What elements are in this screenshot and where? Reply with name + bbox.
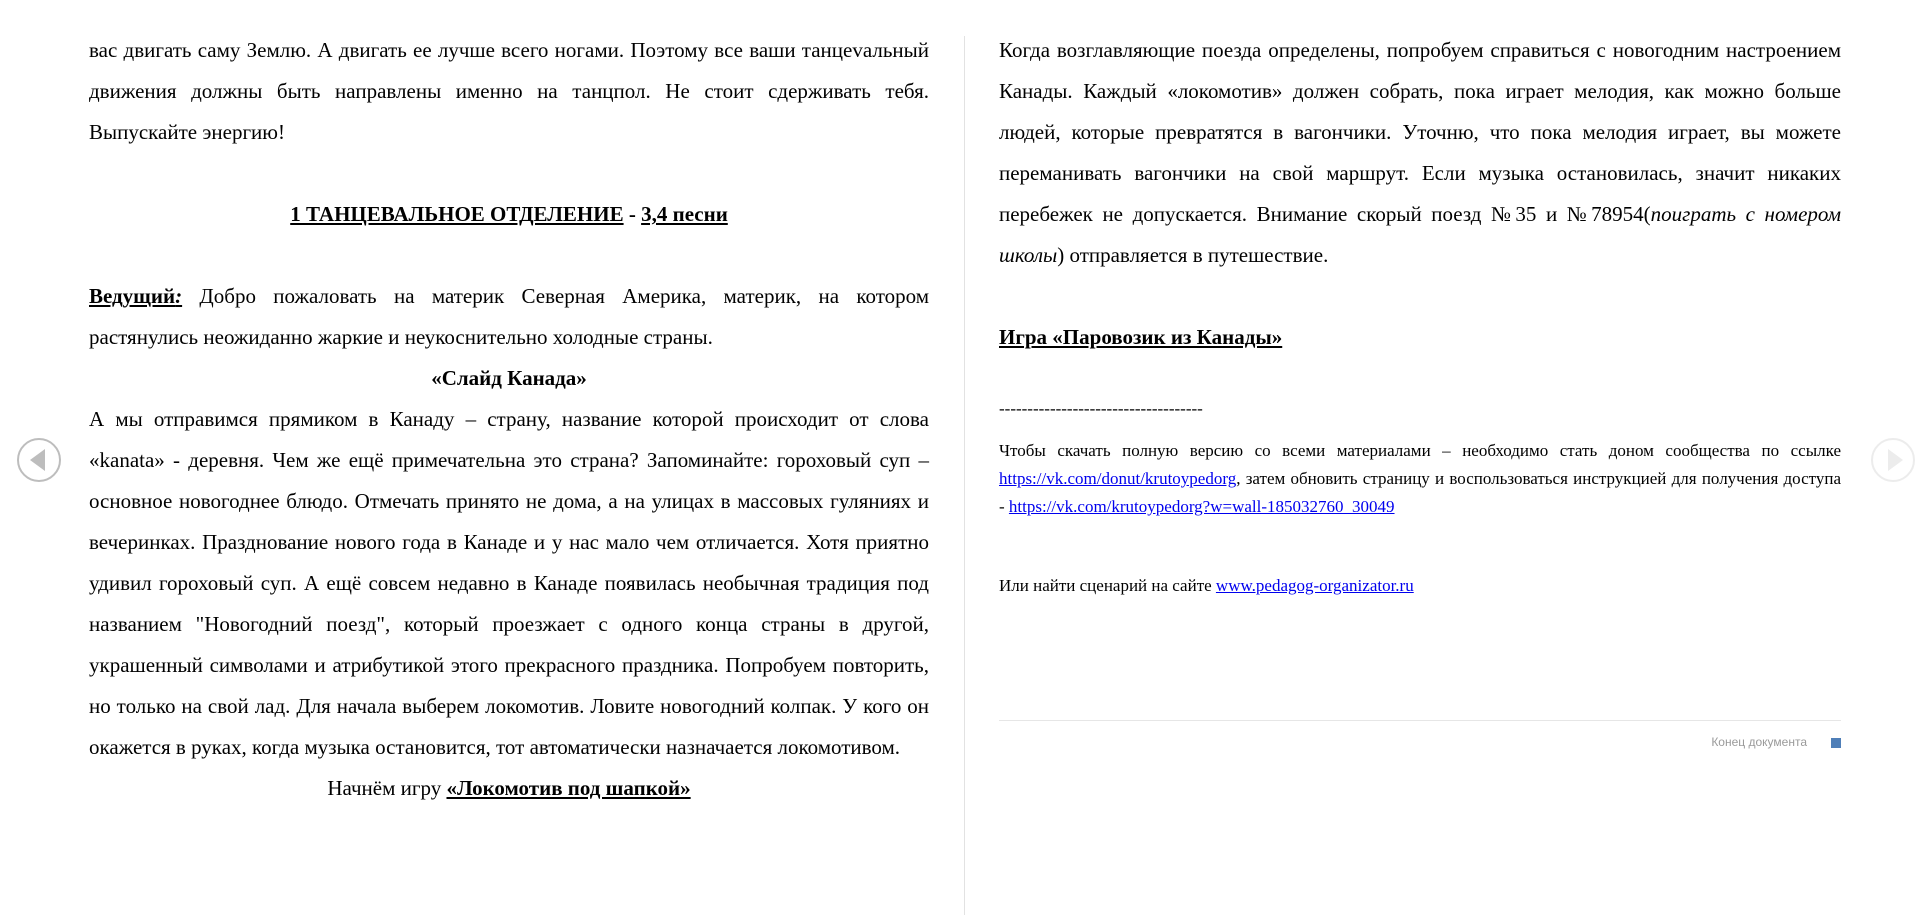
section-heading-separator: -: [623, 202, 642, 226]
host-paragraph: [89, 276, 929, 358]
game-intro-text: Начнём игру: [327, 776, 447, 800]
column-divider: [964, 36, 965, 915]
section-heading-title: 1 ТАНЦЕВАЛЬНОЕ ОТДЕЛЕНИЕ: [290, 202, 624, 226]
right-page-column: [999, 30, 1841, 600]
slide-title: «Слайд Канада»: [431, 366, 587, 390]
next-page-button[interactable]: [1871, 438, 1915, 482]
train-italic: поиграть с номером школы: [999, 202, 1841, 267]
train-text-2: ) отправляется в путешествие.: [1057, 243, 1329, 267]
donut-link[interactable]: https://vk.com/donut/krutoypedorg: [999, 469, 1237, 488]
host-text: Добро пожаловать на материк Северная Америка, материк, на котором растянулись неожиданно жаркие и неукоснительно холодные страны.: [89, 284, 929, 349]
section-heading-songs: 3,4 песни: [641, 202, 728, 226]
download-text-1: Чтобы скачать полную версию со всеми материалами – необходимо стать доном сообщества по ссылке: [999, 441, 1841, 460]
download-paragraph: [999, 437, 1841, 521]
train-text-1: Когда возглавляющие поезда определены, попробуем справиться с новогодним настроением Канады. Каждый «локомотив» должен собрать, пока играет мелодия, как можно больше людей, которые превратятся в вагончики. Уточню, что пока мелодия играет, вы можете переманивать вагончики на свой маршрут. Если музыка остановилась, значит никаких перебежек не допускается. Внимание скорый поезд №35 и №78954(: [999, 38, 1841, 226]
host-colon: :: [175, 284, 183, 308]
section-heading: [89, 194, 929, 235]
train-paragraph: [999, 30, 1841, 276]
document-end-label: Конец документа: [1711, 735, 1807, 749]
canada-paragraph: А мы отправимся прямиком в Канаду – страну, название которой происходит от слова «kanata» - деревня. Чем же ещё примечательна это страна? Запоминайте: гороховый суп – основное новогоднее блюдо. Отмечать принято не дома, а на улицах в массовых гуляниях и вечеринках. Празднование нового года в Канаде и у нас мало чем отличается. Хотя приятно удивил гороховый суп. А ещё совсем недавно в Канаде появилась необычная традиция под названием "Новогодний поезд", который проезжает с одного конца страны в другой, украшенный символами и атрибутикой этого прекрасного праздника. Попробуем повторить, но только на свой лад. Для начала выберем локомотив. Ловите новогодний колпак. У кого он окажется в руках, когда музыка остановится, тот автоматически назначается локомотивом.: [89, 407, 929, 759]
wall-post-link[interactable]: https://vk.com/krutoypedorg?w=wall-185032760_30049: [1008, 497, 1395, 516]
intro-paragraph: вас двигать саму Землю. А двигать ее лучше всего ногами. Поэтому все ваши танцеvальный движения должны быть направлены именно на танцпол. Не стоит сдерживать тебя. Выпускайте энергию!: [89, 38, 929, 144]
site-text: Или найти сценарий на сайте: [999, 576, 1216, 595]
dash-separator: ------------------------------------: [999, 399, 1203, 418]
arrow-left-icon: [30, 449, 45, 471]
game-intro-line: [89, 768, 929, 809]
left-page-column: [89, 30, 929, 809]
game-name: «Локомотив под шапкой»: [446, 776, 691, 800]
previous-page-button[interactable]: [17, 438, 61, 482]
document-end-marker: [1831, 738, 1841, 748]
site-link[interactable]: www.pedagog-organizator.ru: [1215, 576, 1414, 595]
host-label: Ведущий: [89, 284, 176, 308]
game-heading: Игра «Паровозик из Канады»: [999, 325, 1283, 349]
site-paragraph: [999, 572, 1841, 600]
download-text-2: , затем обновить страницу и воспользоваться инструкцией для получения доступа -: [999, 469, 1841, 516]
document-end-rule: [999, 720, 1841, 721]
arrow-right-icon: [1888, 449, 1903, 471]
